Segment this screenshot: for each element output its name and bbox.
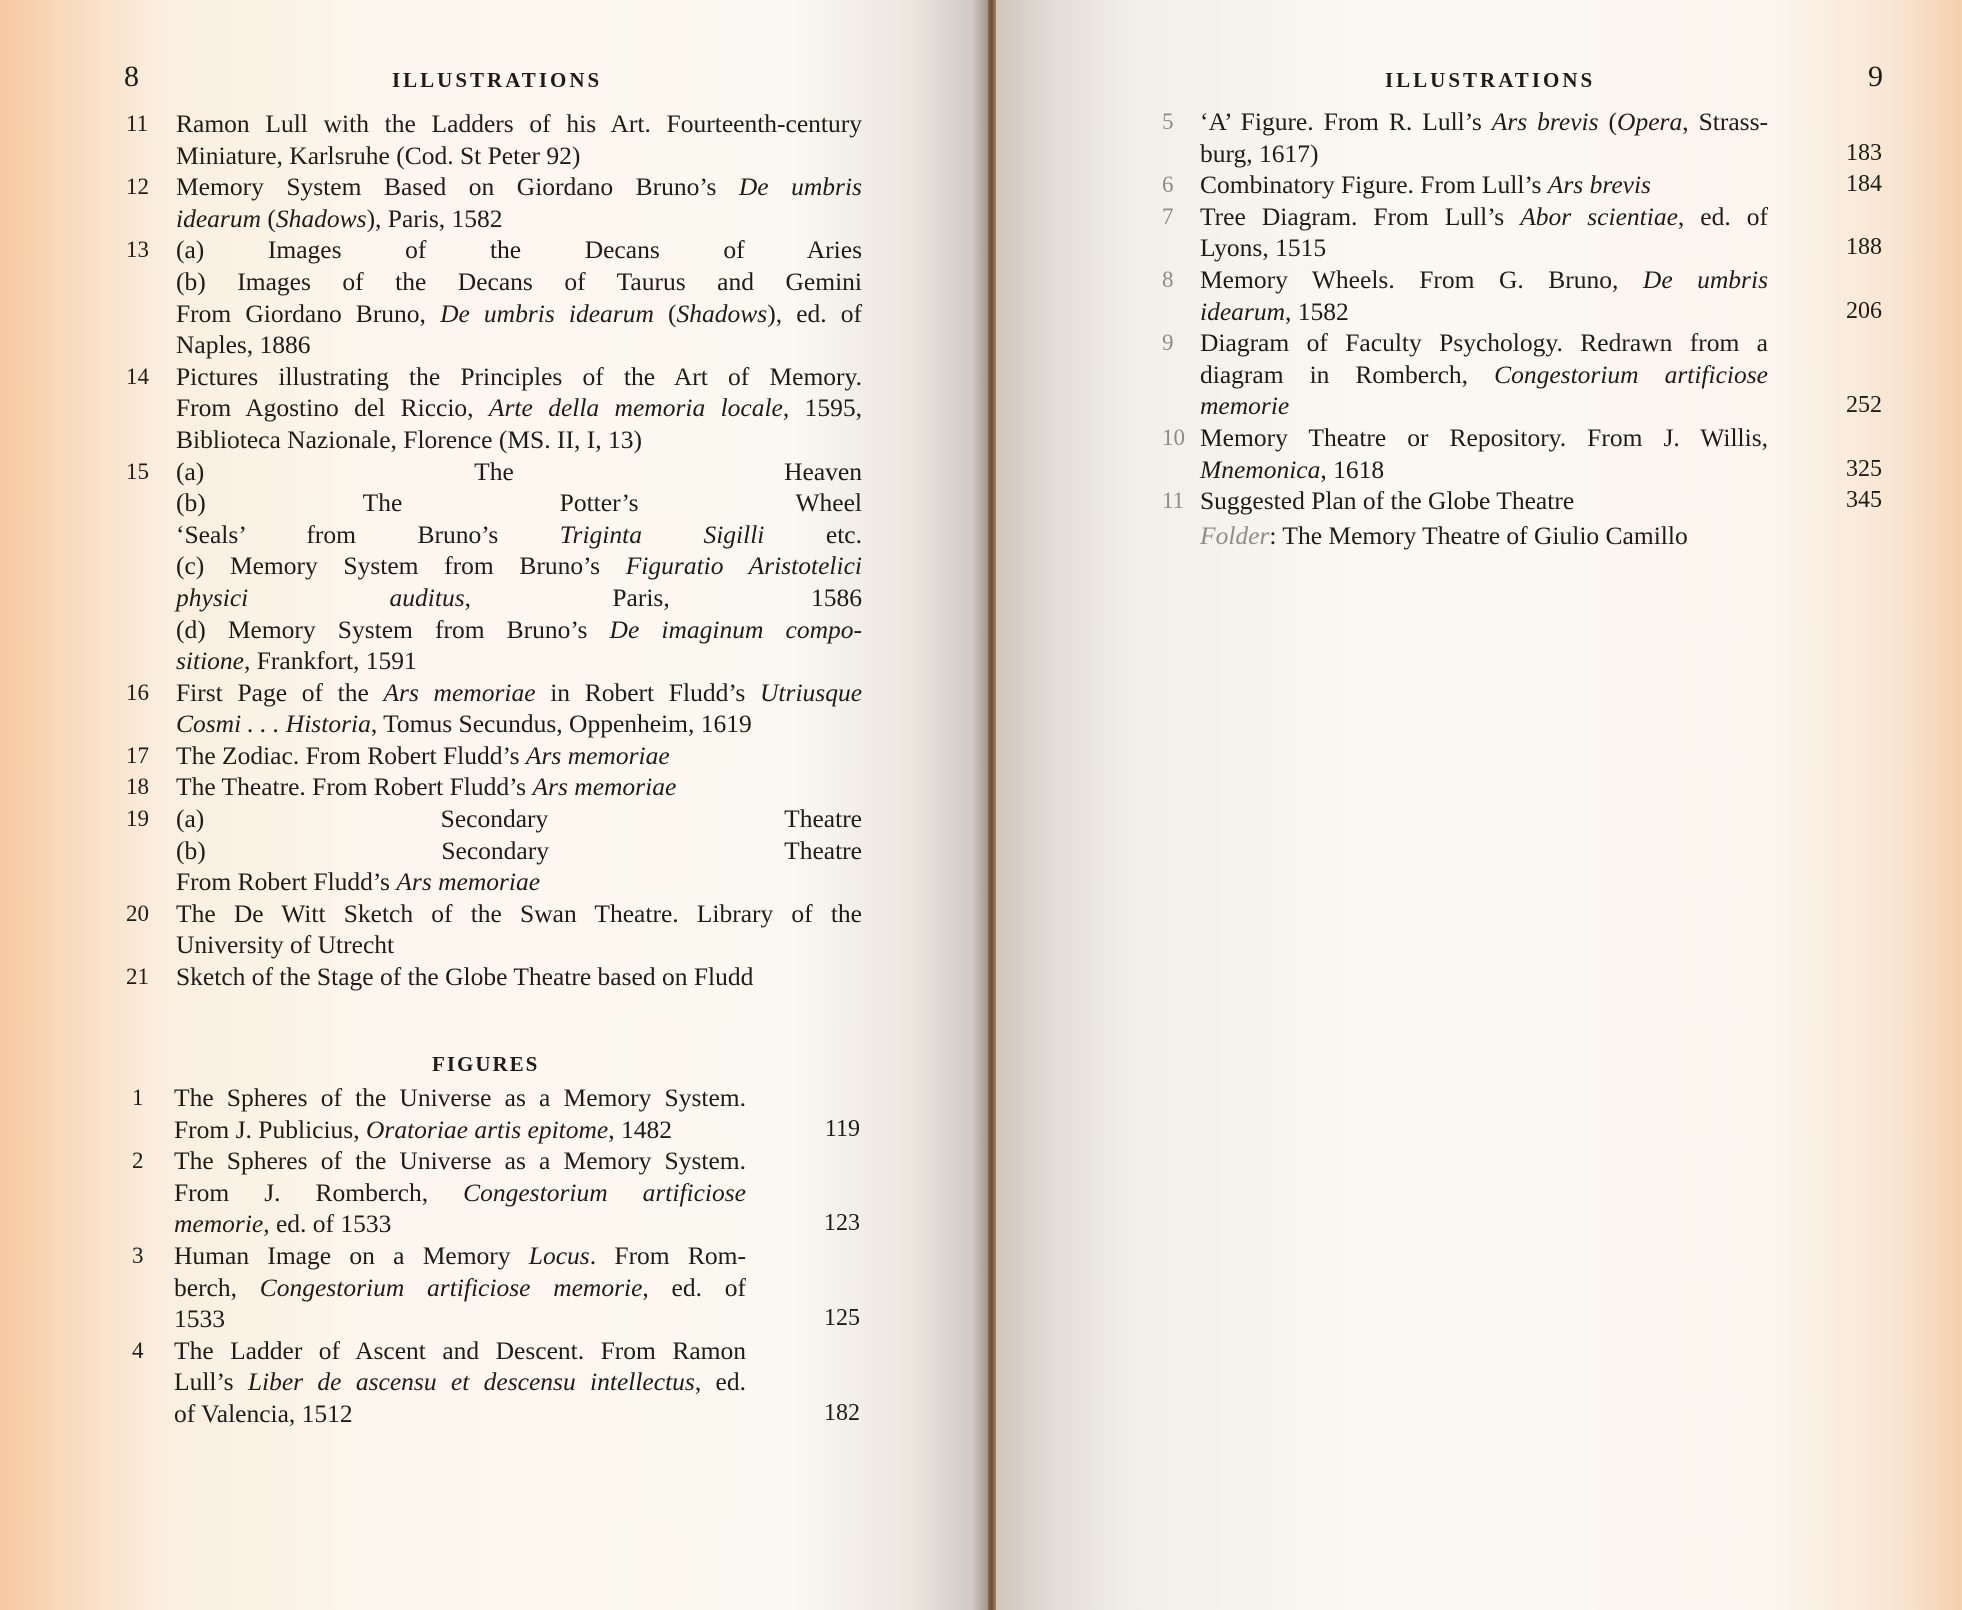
page-reference: 123: [824, 1210, 860, 1237]
text-run: ‘A’ Figure. From R. Lull’s: [1200, 107, 1492, 136]
text-run: Sketch of the Stage of the Globe Theatre based on Fludd: [176, 962, 754, 992]
figure-entry: [1162, 169, 1882, 201]
plate-entry: [126, 771, 862, 803]
entry-number: 21: [126, 964, 149, 990]
caption-line: [176, 708, 862, 740]
caption-line: [176, 329, 862, 361]
italic-title: memorie: [1200, 391, 1290, 421]
book-spine: [988, 0, 996, 1610]
entry-caption: [174, 1145, 746, 1240]
page-reference: 119: [824, 1115, 860, 1142]
figure-entry: [130, 1240, 860, 1335]
page-reference: 325: [1846, 455, 1882, 482]
entry-number: 20: [126, 900, 149, 926]
entry-number: 18: [126, 774, 149, 800]
italic-title: memorie: [174, 1209, 264, 1239]
italic-title: Shadows: [275, 203, 367, 233]
plate-entry: [126, 740, 862, 772]
caption-line: [1200, 454, 1768, 486]
caption-line: [176, 740, 862, 772]
text-run: , Tomus Secundus, Oppenheim, 1619: [370, 709, 752, 739]
page-number: 9: [1868, 60, 1883, 93]
caption-line: [1200, 422, 1768, 454]
italic-title: Ars memoriae: [525, 740, 670, 770]
text-run: (a) The Heaven: [176, 456, 862, 486]
italic-title: Oratoriae artis epitome: [366, 1114, 609, 1144]
entry-number: 15: [126, 458, 149, 484]
plate-entry: [126, 677, 862, 740]
text-run: , 1618: [1320, 454, 1385, 484]
entry-caption: [1200, 106, 1768, 169]
entry-caption: [174, 1335, 746, 1430]
text-run: (a) Secondary Theatre: [176, 804, 862, 834]
italic-title: Liber de ascensu et descensu intellectus: [247, 1367, 695, 1397]
entry-number: 2: [132, 1148, 144, 1174]
text-run: in Robert Fludd’s: [535, 677, 761, 707]
entry-caption: [1200, 485, 1768, 517]
plate-entry: [126, 361, 862, 456]
entry-caption: [176, 361, 862, 456]
text-run: , Strass-: [1682, 107, 1769, 136]
entry-number: 6: [1162, 172, 1174, 198]
caption-line: [1200, 169, 1768, 201]
text-run: berch,: [174, 1272, 260, 1302]
caption-line: [1200, 485, 1768, 517]
caption-line: [174, 1272, 746, 1304]
caption-line: [176, 456, 862, 488]
text-run: (: [1598, 107, 1618, 136]
text-run: The Spheres of the Universe as a Memory System.: [174, 1083, 746, 1112]
figure-entry: [130, 1082, 860, 1145]
caption-line: [174, 1114, 746, 1146]
caption-line: [174, 1335, 746, 1367]
text-run: etc.: [764, 519, 862, 549]
italic-title: Congestorium artificiose memorie: [259, 1272, 643, 1302]
caption-line: [176, 803, 862, 835]
caption-line: [176, 266, 862, 298]
caption-line: [176, 234, 862, 266]
text-run: Lull’s: [174, 1367, 248, 1397]
italic-title: Ars memoriae: [383, 677, 536, 707]
text-run: The Ladder of Ascent and Descent. From Ramon: [174, 1335, 746, 1365]
caption-line: [174, 1240, 746, 1272]
text-run: , 1482: [608, 1114, 672, 1144]
page-reference: 125: [824, 1305, 860, 1332]
text-run: Memory System Based on Giordano Bruno’s: [176, 172, 739, 202]
entry-number: 13: [126, 237, 149, 263]
text-run: Memory Theatre or Repository. From J. Willis,: [1200, 422, 1768, 452]
page-reference: 183: [1846, 139, 1882, 166]
italic-title: physici auditus: [176, 582, 465, 612]
text-run: Biblioteca Nazionale, Florence (MS. II, I, 13): [176, 424, 642, 454]
caption-line: [176, 645, 862, 677]
text-run: . From Rom-: [589, 1240, 747, 1270]
italic-title: sitione: [176, 646, 244, 676]
figures-list-left: [130, 1082, 860, 1430]
page-reference: 182: [824, 1399, 860, 1426]
text-run: Ramon Lull with the Ladders of his Art. Fourteenth-century: [176, 109, 862, 138]
entry-caption: [176, 456, 862, 677]
text-run: ), ed. of: [767, 298, 862, 328]
entry-caption: [176, 108, 862, 171]
entry-caption: [1200, 169, 1768, 201]
entry-caption: [1200, 201, 1768, 264]
running-head: ILLUSTRATIONS: [1385, 68, 1596, 92]
italic-title: Locus: [528, 1240, 590, 1270]
italic-title: Congestorium artificiose: [463, 1177, 747, 1207]
entry-caption: [176, 771, 862, 803]
caption-line: [176, 140, 862, 172]
text-run: From J. Publicius,: [174, 1114, 366, 1144]
text-run: , ed. of: [642, 1272, 746, 1302]
text-run: ‘Seals’ from Bruno’s: [176, 519, 560, 549]
entry-number: 10: [1162, 424, 1185, 450]
entry-caption: [176, 677, 862, 740]
plate-entry: [126, 961, 862, 993]
text-run: Naples, 1886: [176, 330, 311, 360]
caption-line: [176, 108, 862, 140]
text-run: 1533: [174, 1304, 225, 1334]
italic-title: Ars brevis: [1547, 170, 1651, 200]
text-run: From J. Romberch,: [174, 1177, 464, 1207]
italic-title: De umbris idearum: [440, 298, 654, 328]
caption-line: [176, 424, 862, 456]
caption-line: [176, 614, 862, 646]
caption-line: [176, 487, 862, 519]
text-run: The Spheres of the Universe as a Memory System.: [174, 1146, 746, 1176]
caption-line: [174, 1082, 746, 1114]
text-run: The Theatre. From Robert Fludd’s: [176, 772, 533, 802]
italic-title: Cosmi . . . Historia: [176, 709, 371, 739]
entry-caption: [176, 171, 862, 234]
italic-title: Arte della memoria locale: [488, 393, 783, 423]
folder-label: Folder: [1200, 521, 1270, 550]
plate-entry: [126, 803, 862, 898]
page-reference: 184: [1846, 171, 1882, 198]
caption-line: [176, 835, 862, 867]
figure-entry: [1162, 422, 1882, 485]
text-run: From Robert Fludd’s: [176, 867, 397, 897]
right-page: [996, 0, 1962, 1610]
caption-line: [176, 582, 862, 614]
caption-line: [176, 866, 862, 898]
italic-title: Shadows: [676, 298, 768, 328]
page-reference: 345: [1846, 487, 1882, 514]
running-head: ILLUSTRATIONS: [392, 68, 603, 92]
italic-title: idearum: [176, 203, 261, 233]
text-run: Pictures illustrating the Principles of the Art of Memory.: [176, 361, 862, 391]
page-reference: 188: [1846, 234, 1882, 261]
text-run: Tree Diagram. From Lull’s: [1200, 201, 1521, 231]
caption-line: [1200, 264, 1768, 296]
text-run: (d) Memory System from Bruno’s: [176, 614, 610, 644]
text-run: , Paris, 1586: [464, 582, 863, 612]
italic-title: Ars brevis: [1491, 107, 1599, 136]
caption-line: [1200, 390, 1768, 422]
text-run: From Giordano Bruno,: [176, 298, 441, 328]
entry-caption: [174, 1240, 746, 1335]
entry-caption: [1200, 264, 1768, 327]
text-run: (b) The Potter’s Wheel: [176, 488, 862, 518]
caption-line: [1200, 232, 1768, 264]
caption-line: [176, 771, 862, 803]
figure-entry: [1162, 485, 1882, 517]
caption-line: [176, 929, 862, 961]
italic-title: idearum: [1200, 296, 1285, 326]
text-run: (b) Secondary Theatre: [176, 835, 862, 865]
figures-heading: FIGURES: [432, 1052, 540, 1076]
plate-entry: [126, 171, 862, 234]
entry-number: 16: [126, 679, 149, 705]
plates-list: [126, 108, 862, 993]
figure-entry: [1162, 327, 1882, 422]
caption-line: [176, 961, 862, 993]
italic-title: Mnemonica: [1200, 454, 1321, 484]
italic-title: Abor scientiae: [1520, 201, 1678, 231]
entry-caption: [176, 234, 862, 360]
entry-caption: [1200, 422, 1768, 485]
figure-entry: [1162, 201, 1882, 264]
caption-line: [1200, 106, 1768, 138]
figure-entry: [1162, 106, 1882, 169]
entry-caption: [176, 898, 862, 961]
text-run: ), Paris, 1582: [366, 203, 503, 233]
plate-entry: [126, 108, 862, 171]
text-run: (: [261, 203, 276, 233]
caption-line: [176, 298, 862, 330]
entry-number: 11: [1162, 488, 1185, 514]
caption-line: [176, 171, 862, 203]
caption-line: [176, 203, 862, 235]
text-run: The Zodiac. From Robert Fludd’s: [176, 740, 526, 770]
text-run: Diagram of Faculty Psychology. Redrawn from a: [1200, 328, 1768, 358]
entry-number: 12: [126, 174, 149, 200]
text-run: (c) Memory System from Bruno’s: [176, 551, 626, 581]
text-run: Human Image on a Memory: [174, 1240, 529, 1270]
text-run: diagram in Romberch,: [1200, 359, 1495, 389]
italic-title: De umbris: [1642, 264, 1768, 294]
text-run: Lyons, 1515: [1200, 233, 1327, 263]
entry-number: 17: [126, 742, 149, 768]
text-run: First Page of the: [176, 677, 384, 707]
entry-caption: [176, 803, 862, 898]
text-run: , ed. of: [1677, 201, 1768, 231]
entry-number: 3: [132, 1242, 144, 1268]
text-run: , Frankfort, 1591: [244, 646, 417, 676]
figure-entry: [130, 1335, 860, 1430]
folder-note: [1200, 520, 1800, 552]
entry-caption: [174, 1082, 746, 1145]
text-run: (: [653, 298, 677, 328]
text-run: , 1595,: [782, 393, 863, 423]
page-reference: 206: [1846, 297, 1882, 324]
text-run: The De Witt Sketch of the Swan Theatre. Library of the: [176, 898, 862, 928]
text-run: From Agostino del Riccio,: [176, 393, 489, 423]
caption-line: [1200, 296, 1768, 328]
italic-title: Congestorium artificiose: [1494, 359, 1769, 389]
caption-line: [174, 1177, 746, 1209]
plate-entry: [126, 456, 862, 677]
italic-title: Utriusque: [760, 677, 863, 707]
caption-line: [176, 550, 862, 582]
text-run: (b) Images of the Decans of Taurus and Gemini: [176, 266, 862, 296]
italic-title: Ars memoriae: [396, 867, 541, 897]
caption-line: [176, 361, 862, 393]
text-run: , ed. of 1533: [263, 1209, 392, 1239]
italic-title: Figuratio Aristotelici: [625, 551, 862, 581]
caption-line: [1200, 201, 1768, 233]
text-run: of Valencia, 1512: [174, 1398, 353, 1428]
italic-title: De imaginum compo-: [609, 614, 862, 644]
entry-caption: [1200, 327, 1768, 422]
plate-entry: [126, 234, 862, 360]
caption-line: [174, 1145, 746, 1177]
plate-entry: [126, 898, 862, 961]
entry-number: 5: [1162, 109, 1174, 134]
entry-number: 4: [132, 1337, 144, 1363]
text-run: Miniature, Karlsruhe (Cod. St Peter 92): [176, 140, 581, 170]
caption-line: [174, 1398, 746, 1430]
italic-title: Opera: [1617, 107, 1683, 136]
text-run: , 1582: [1285, 296, 1349, 326]
caption-line: [176, 898, 862, 930]
entry-caption: [176, 961, 862, 993]
caption-line: [176, 519, 862, 551]
figures-list-right: [1162, 106, 1882, 517]
entry-number: 11: [126, 111, 149, 136]
text-run: (a) Images of the Decans of Aries: [176, 235, 862, 265]
entry-number: 14: [126, 363, 149, 389]
entry-caption: [176, 740, 862, 772]
text-run: Suggested Plan of the Globe Theatre: [1200, 486, 1575, 516]
entry-number: 8: [1162, 266, 1174, 292]
text-run: Memory Wheels. From G. Bruno,: [1200, 264, 1643, 294]
figure-entry: [130, 1145, 860, 1240]
caption-line: [1200, 359, 1768, 391]
folder-text: : The Memory Theatre of Giulio Camillo: [1269, 521, 1688, 550]
entry-number: 9: [1162, 330, 1174, 356]
text-run: , ed.: [694, 1367, 746, 1397]
entry-number: 19: [126, 806, 149, 832]
caption-line: [176, 392, 862, 424]
caption-line: [1200, 138, 1768, 170]
entry-number: 1: [132, 1085, 144, 1110]
text-run: University of Utrecht: [176, 930, 395, 960]
text-run: burg, 1617): [1200, 138, 1319, 168]
caption-line: [174, 1303, 746, 1335]
text-run: Combinatory Figure. From Lull’s: [1200, 170, 1548, 200]
caption-line: [1200, 327, 1768, 359]
caption-line: [174, 1366, 746, 1398]
caption-line: [174, 1208, 746, 1240]
entry-number: 7: [1162, 203, 1174, 229]
page-reference: 252: [1846, 392, 1882, 419]
caption-line: [176, 677, 862, 709]
italic-title: Ars memoriae: [532, 772, 677, 802]
italic-title: Triginta Sigilli: [559, 519, 765, 549]
italic-title: De umbris: [738, 172, 862, 202]
page-number: 8: [124, 60, 139, 93]
figure-entry: [1162, 264, 1882, 327]
